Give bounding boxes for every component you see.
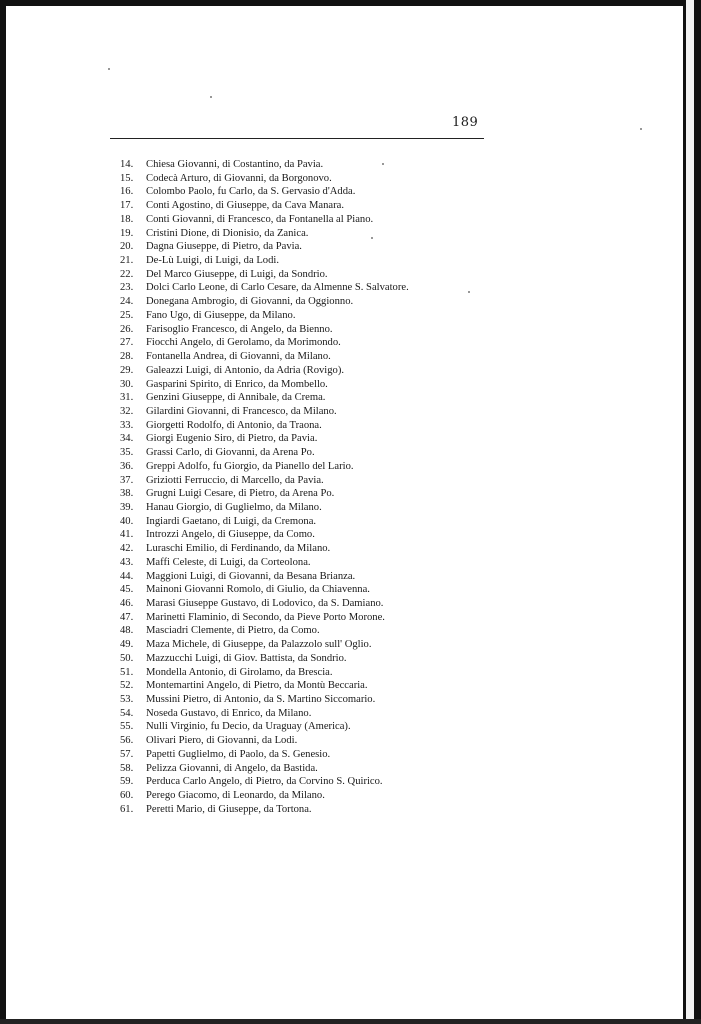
entry-text: Hanau Giorgio, di Guglielmo, da Milano.	[146, 501, 322, 513]
entry-number: 38.	[120, 488, 134, 500]
entry-text: Mussini Pietro, di Antonio, da S. Martino Siccomario.	[146, 694, 376, 706]
entry-number: 40.	[120, 515, 134, 527]
list-item	[120, 528, 409, 542]
entry-text: Mondella Antonio, di Girolamo, da Brescia.	[146, 666, 333, 678]
entry-text: Olivari Piero, di Giovanni, da Lodi.	[146, 735, 298, 747]
entry-number: 56.	[120, 735, 134, 747]
list-item	[120, 295, 409, 309]
list-item	[120, 515, 409, 529]
list-item	[120, 693, 409, 707]
entry-text: Giorgetti Rodolfo, di Antonio, da Traona.	[146, 419, 322, 431]
entry-text: Fontanella Andrea, di Giovanni, da Milano.	[146, 351, 331, 363]
scan-top-border	[0, 0, 701, 6]
entry-text: Griziotti Ferruccio, di Marcello, da Pavia.	[146, 474, 324, 486]
entry-number: 37.	[120, 474, 134, 486]
entry-number: 51.	[120, 666, 134, 678]
entry-number: 32.	[120, 405, 134, 417]
entry-number: 33.	[120, 419, 134, 431]
entry-text: Mazzucchi Luigi, di Giov. Battista, da Sondrio.	[146, 652, 347, 664]
entry-text: Colombo Paolo, fu Carlo, da S. Gervasio d'Adda.	[146, 186, 356, 198]
entry-number: 61.	[120, 803, 134, 815]
entry-number: 34.	[120, 433, 134, 445]
entry-number: 55.	[120, 721, 134, 733]
entry-number: 19.	[120, 227, 134, 239]
entry-number: 44.	[120, 570, 134, 582]
scan-bottom-strip	[0, 1019, 701, 1024]
entry-text: De-Lù Luigi, di Luigi, da Lodi.	[146, 255, 279, 267]
list-item	[120, 748, 409, 762]
list-item	[120, 611, 409, 625]
entry-text: Cristini Dione, di Dionisio, da Zanica.	[146, 227, 309, 239]
entry-number: 14.	[120, 159, 134, 170]
entry-text: Chiesa Giovanni, di Costantino, da Pavia.	[146, 159, 324, 170]
list-item	[120, 405, 409, 419]
entry-number: 46.	[120, 598, 134, 609]
entry-text: Giorgi Eugenio Siro, di Pietro, da Pavia.	[146, 433, 318, 445]
entry-number: 31.	[120, 392, 134, 404]
scan-speck	[640, 128, 642, 130]
list-item	[120, 570, 409, 584]
entry-text: Greppi Adolfo, fu Giorgio, da Pianello del Lario.	[146, 460, 354, 472]
scan-speck	[210, 96, 212, 98]
list-item	[120, 254, 409, 268]
entry-number: 59.	[120, 776, 134, 788]
entry-text: Papetti Guglielmo, di Paolo, da S. Genesio.	[146, 748, 331, 760]
entry-number: 52.	[120, 680, 134, 692]
entry-number: 43.	[120, 556, 134, 568]
entry-number: 48.	[120, 625, 134, 637]
entry-number: 30.	[120, 378, 134, 390]
scan-left-border	[0, 0, 6, 1024]
list-item	[120, 624, 409, 638]
page-number: 189	[452, 115, 479, 130]
list-item	[120, 583, 409, 597]
entry-text: Codecà Arturo, di Giovanni, da Borgonovo.	[146, 172, 332, 184]
entry-text: Marinetti Flaminio, di Secondo, da Pieve Porto Morone.	[146, 611, 385, 623]
entry-number: 57.	[120, 748, 134, 760]
list-item	[120, 803, 409, 817]
entry-text: Fiocchi Angelo, di Gerolamo, da Morimondo.	[146, 337, 341, 349]
list-item	[120, 199, 409, 213]
list-item	[120, 460, 409, 474]
entry-text: Luraschi Emilio, di Ferdinando, da Milano.	[146, 543, 331, 555]
entry-number: 27.	[120, 337, 134, 349]
list-item	[120, 364, 409, 378]
header-rule	[110, 138, 484, 139]
list-item	[120, 240, 409, 254]
list-item	[120, 707, 409, 721]
list-item	[120, 268, 409, 282]
name-list	[120, 158, 409, 817]
entry-text: Gilardini Giovanni, di Francesco, da Milano.	[146, 405, 337, 417]
entry-text: Gasparini Spirito, di Enrico, da Mombello.	[146, 378, 328, 390]
entry-text: Montemartini Angelo, di Pietro, da Montù Beccaria.	[146, 680, 368, 692]
entry-text: Maggioni Luigi, di Giovanni, da Besana Brianza.	[146, 570, 356, 582]
entry-number: 24.	[120, 296, 134, 308]
entry-number: 16.	[120, 186, 134, 198]
list-item	[120, 556, 409, 570]
entry-number: 18.	[120, 213, 134, 225]
list-item	[120, 227, 409, 241]
entry-number: 15.	[120, 172, 134, 184]
entry-text: Fano Ugo, di Giuseppe, da Milano.	[146, 309, 296, 321]
entry-text: Conti Agostino, di Giuseppe, da Cava Manara.	[146, 200, 345, 212]
list-item	[120, 446, 409, 460]
entry-number: 47.	[120, 611, 134, 623]
entry-number: 42.	[120, 543, 134, 555]
entry-number: 23.	[120, 282, 134, 294]
list-item	[120, 378, 409, 392]
entry-number: 60.	[120, 790, 134, 802]
list-item	[120, 350, 409, 364]
entry-text: Grassi Carlo, di Giovanni, da Arena Po.	[146, 447, 315, 459]
list-item	[120, 720, 409, 734]
entry-text: Ingiardi Gaetano, di Luigi, da Cremona.	[146, 515, 317, 527]
list-item	[120, 762, 409, 776]
entry-text: Del Marco Giuseppe, di Luigi, da Sondrio.	[146, 268, 328, 280]
list-item	[120, 323, 409, 337]
list-item	[120, 309, 409, 323]
entry-text: Introzzi Angelo, di Giuseppe, da Como.	[146, 529, 315, 541]
entry-number: 29.	[120, 364, 134, 376]
entry-text: Peretti Mario, di Giuseppe, da Tortona.	[146, 803, 312, 815]
list-item	[120, 542, 409, 556]
entry-text: Galeazzi Luigi, di Antonio, da Adria (Rovigo).	[146, 364, 345, 376]
list-item	[120, 597, 409, 611]
entry-number: 49.	[120, 639, 134, 651]
entry-number: 53.	[120, 694, 134, 706]
list-item	[120, 419, 409, 433]
entry-number: 35.	[120, 447, 134, 459]
entry-text: Mainoni Giovanni Romolo, di Giulio, da Chiavenna.	[146, 584, 370, 596]
list-item	[120, 391, 409, 405]
entry-text: Donegana Ambrogio, di Giovanni, da Oggionno.	[146, 296, 354, 308]
list-item	[120, 474, 409, 488]
entry-text: Nulli Virginio, fu Decio, da Uraguay (America).	[146, 721, 351, 733]
entry-number: 20.	[120, 241, 134, 253]
list-item	[120, 213, 409, 227]
list-item	[120, 336, 409, 350]
entry-number: 26.	[120, 323, 134, 335]
list-item	[120, 185, 409, 199]
entry-text: Farisoglio Francesco, di Angelo, da Bienno.	[146, 323, 333, 335]
entry-number: 36.	[120, 460, 134, 472]
entry-text: Marasi Giuseppe Gustavo, di Lodovico, da S. Damiano.	[146, 598, 384, 609]
scan-speck	[108, 68, 110, 70]
entry-number: 21.	[120, 255, 134, 267]
entry-text: Dagna Giuseppe, di Pietro, da Pavia.	[146, 241, 302, 253]
entry-number: 25.	[120, 309, 134, 321]
entry-text: Maffi Celeste, di Luigi, da Corteolona.	[146, 556, 311, 568]
entry-number: 39.	[120, 501, 134, 513]
list-item	[120, 638, 409, 652]
entry-text: Masciadri Clemente, di Pietro, da Como.	[146, 625, 320, 637]
list-item	[120, 734, 409, 748]
entry-text: Conti Giovanni, di Francesco, da Fontanella al Piano.	[146, 213, 374, 225]
entry-text: Genzini Giuseppe, di Annibale, da Crema.	[146, 392, 326, 404]
list-item	[120, 487, 409, 501]
entry-text: Perduca Carlo Angelo, di Pietro, da Corvino S. Quirico.	[146, 776, 383, 788]
entry-text: Grugni Luigi Cesare, di Pietro, da Arena Po.	[146, 488, 335, 500]
entry-number: 50.	[120, 652, 134, 664]
list-item	[120, 679, 409, 693]
list-item	[120, 158, 409, 172]
list-item	[120, 281, 409, 295]
entry-text: Noseda Gustavo, di Enrico, da Milano.	[146, 707, 312, 719]
entry-text: Perego Giacomo, di Leonardo, da Milano.	[146, 790, 325, 802]
scan-right-edge-inner	[686, 0, 694, 1024]
list-item	[120, 501, 409, 515]
entry-number: 28.	[120, 351, 134, 363]
entry-number: 58.	[120, 762, 134, 774]
entry-number: 22.	[120, 268, 134, 280]
entry-text: Pelizza Giovanni, di Angelo, da Bastida.	[146, 762, 318, 774]
list-item	[120, 789, 409, 803]
entry-number: 45.	[120, 584, 134, 596]
entry-number: 41.	[120, 529, 134, 541]
list-item	[120, 172, 409, 186]
list-item	[120, 775, 409, 789]
entry-number: 17.	[120, 200, 134, 212]
entry-text: Maza Michele, di Giuseppe, da Palazzolo sull' Oglio.	[146, 639, 372, 651]
entry-text: Dolci Carlo Leone, di Carlo Cesare, da Almenne S. Salvatore.	[146, 282, 409, 294]
list-item	[120, 652, 409, 666]
entry-number: 54.	[120, 707, 134, 719]
list-item	[120, 432, 409, 446]
scan-speck	[468, 291, 470, 293]
list-item	[120, 666, 409, 680]
